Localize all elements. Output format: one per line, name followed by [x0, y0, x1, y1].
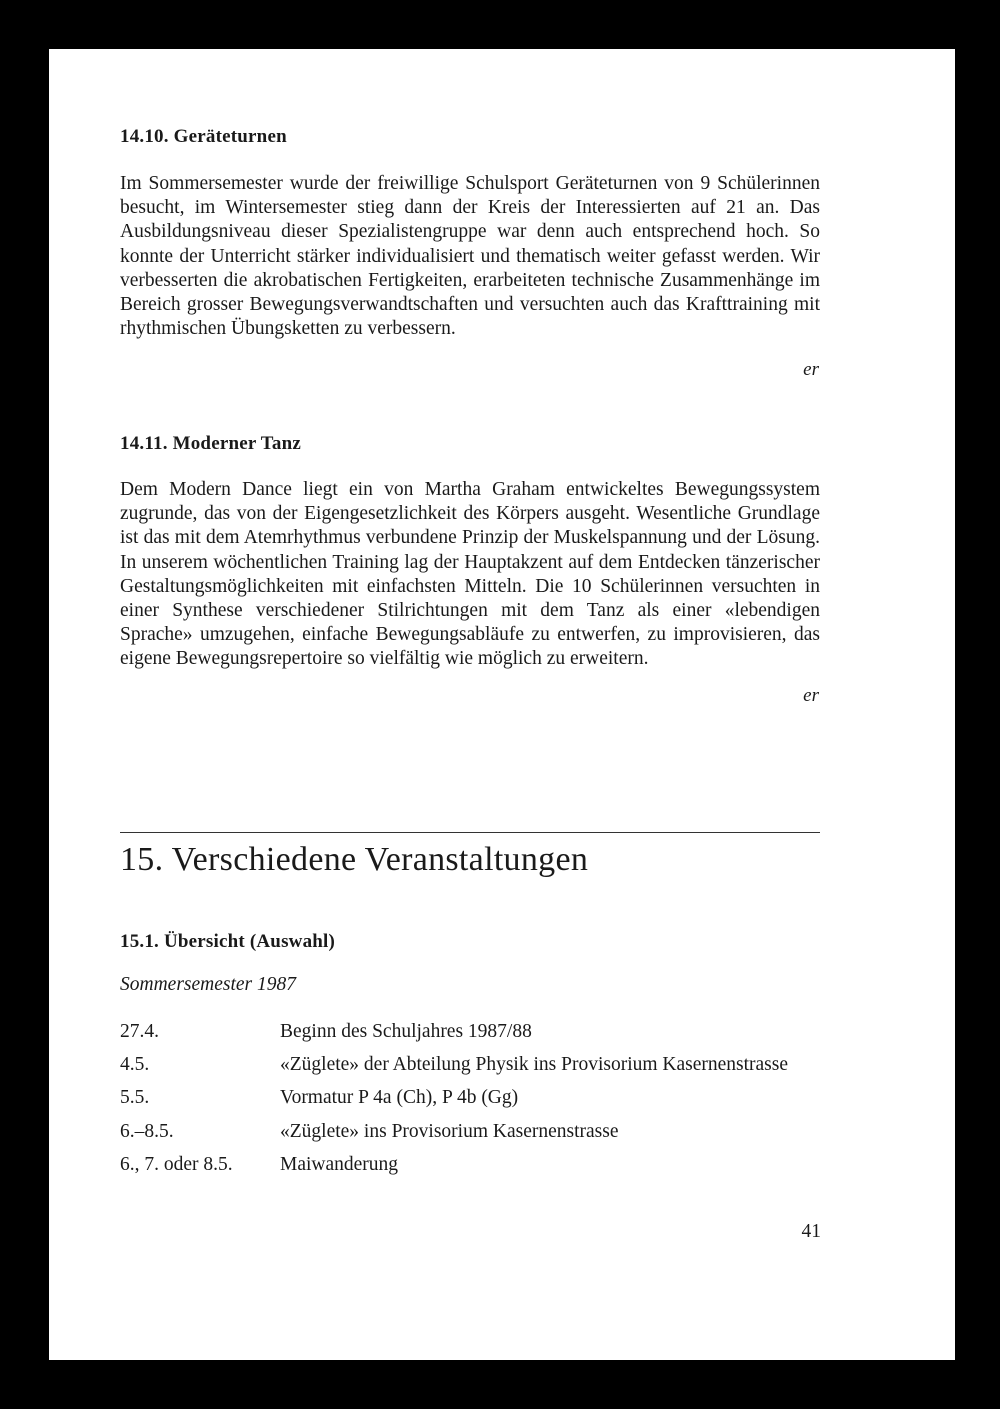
event-text: Beginn des Schuljahres 1987/88: [280, 1021, 532, 1042]
event-date: 5.5.: [120, 1087, 150, 1108]
event-row: [120, 1153, 830, 1178]
section-14-10-heading: 14.10. Geräteturnen: [120, 126, 287, 147]
event-date: 27.4.: [120, 1021, 159, 1042]
section-14-10-paragraph: Im Sommersemester wurde der freiwillige Schulsport Geräteturnen von 9 Schülerinnen besucht, im Wintersemester stieg dann der Kreis der Interessierten auf 21 an. Das Ausbildungsniveau dieser Spezialistengruppe war denn auch entsprechend hoch. So konnte der Unterricht stärker individualisiert und thematisch weiter gefasst werden. Wir verbesserten die akrobatischen Fertigkeiten, erarbeiteten technische Zusammenhänge im Bereich grosser Bewegungsverwandtschaften und versuchten auch das Krafttraining mit rhythmischen Übungsketten zu verbessern.: [120, 173, 820, 340]
chapter-15-title: 15. Verschiedene Veranstaltungen: [120, 841, 589, 878]
event-date: 6., 7. oder 8.5.: [120, 1154, 233, 1175]
page-number: 41: [801, 1221, 821, 1242]
event-date: 6.–8.5.: [120, 1120, 174, 1142]
event-text: Maiwanderung: [280, 1154, 399, 1175]
section-14-11-signature: er: [803, 685, 819, 706]
event-date: 4.5.: [120, 1053, 150, 1075]
event-row: [120, 1120, 830, 1145]
event-text: «Züglete» ins Provisorium Kasernenstrasse: [280, 1120, 619, 1142]
chapter-divider: [120, 832, 820, 833]
section-15-1-heading: 15.1. Übersicht (Auswahl): [120, 931, 336, 952]
event-text: «Züglete» der Abteilung Physik ins Provisorium Kasernenstrasse: [280, 1053, 789, 1075]
event-row: [120, 1020, 830, 1045]
section-14-10-signature: er: [803, 359, 819, 380]
document-page: [49, 49, 955, 1360]
event-list: [120, 1020, 830, 1178]
event-text: Vormatur P 4a (Ch), P 4b (Gg): [280, 1087, 519, 1108]
section-14-11-paragraph: Dem Modern Dance liegt ein von Martha Graham entwickeltes Bewegungssystem zugrunde, das von der Eigengesetzlichkeit des Körpers ausgeht. Wesentliche Grundlage ist das mit dem Atemrhythmus verbundene Prinzip der Muskelspannung und der Lösung. In unserem wöchentlichen Training lag der Hauptakzent auf dem Entdecken tänzerischer Gestaltungsmöglichkeiten mit einfachsten Mitteln. Die 10 Schülerinnen versuchten in einer Synthese verschiedener Stilrichtungen mit dem Tanz als einer «lebendigen Sprache» umzugehen, einfache Bewegungsabläufe zu entwerfen, zu improvisieren, das eigene Bewegungsrepertoire so vielfältig wie möglich zu erweitern.: [120, 479, 820, 670]
section-14-11-heading: 14.11. Moderner Tanz: [120, 433, 301, 454]
event-row: [120, 1086, 830, 1111]
semester-subtitle: Sommersemester 1987: [120, 974, 297, 995]
event-row: [120, 1053, 830, 1078]
